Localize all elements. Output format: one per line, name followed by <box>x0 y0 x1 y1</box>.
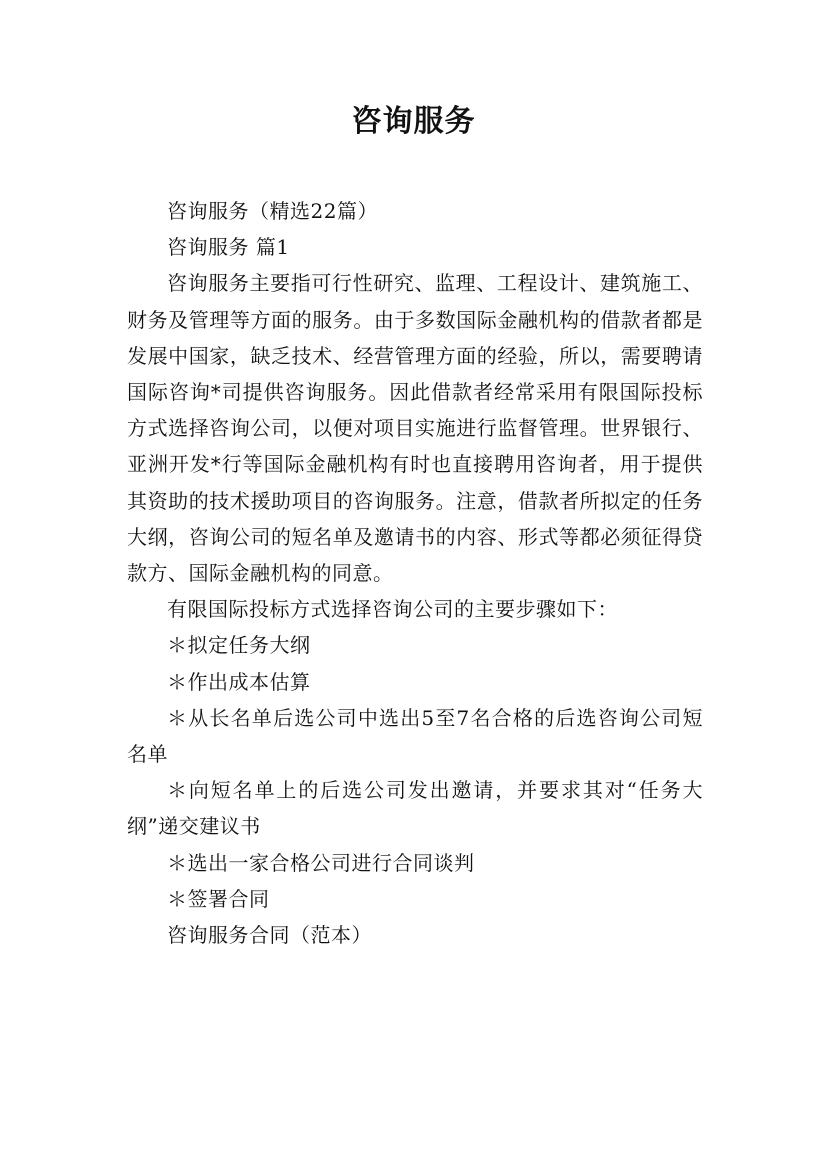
section-heading: 咨询服务 篇1 <box>167 235 290 260</box>
document-body <box>127 193 703 953</box>
step-item: ＊签署合同 <box>167 886 270 911</box>
subtitle-paragraph: 咨询服务（精选22篇） <box>167 199 378 223</box>
step-item: ＊拟定任务大纲 <box>167 633 311 658</box>
step-item: ＊向短名单上的后选公司发出邀请，并要求其对“任务大纲”递交建议书 <box>127 778 703 839</box>
step-item: ＊选出一家合格公司进行合同谈判 <box>167 850 475 875</box>
contract-heading: 咨询服务合同（范本） <box>167 923 372 948</box>
body-paragraph: 咨询服务主要指可行性研究、监理、工程设计、建筑施工、财务及管理等方面的服务。由于多数国际金融机构的借款者都是发展中国家，缺乏技术、经营管理方面的经验，所以，需要聘请国际咨询*司提供咨询服务。因此借款者经常采用有限国际投标方式选择咨询公司，以便对项目实施进行监督管理。世界银行、亚洲开发*行等国际金融机构有时也直接聘用咨询者，用于提供其资助的技术援助项目的咨询服务。注意，借款者所拟定的任务大纲，咨询公司的短名单及邀请书的内容、形式等都必须征得贷款方、国际金融机构的同意。 <box>127 271 703 586</box>
steps-intro-paragraph: 有限国际投标方式选择咨询公司的主要步骤如下： <box>167 597 618 622</box>
document-title: 咨询服务 <box>351 104 476 139</box>
step-item: ＊从长名单后选公司中选出5至7名合格的后选咨询公司短名单 <box>127 705 703 767</box>
step-item: ＊作出成本估算 <box>167 669 311 694</box>
